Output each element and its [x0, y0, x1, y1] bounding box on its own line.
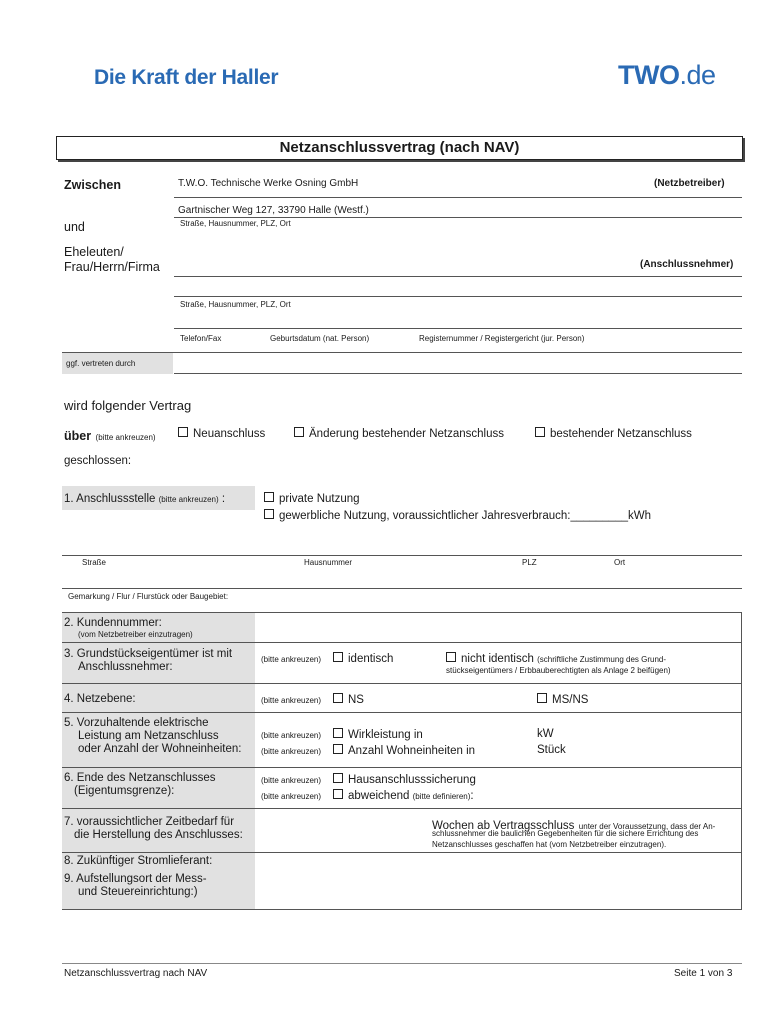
row5-label-2: Leistung am Netzanschluss [78, 730, 219, 742]
checkbox-icon[interactable] [178, 427, 188, 437]
row3-option-identisch-label: identisch [348, 653, 394, 665]
contract-intro: wird folgender Vertrag [64, 398, 192, 413]
ueber-tick-hint: (bitte ankreuzen) [95, 433, 156, 442]
customer-address-hint: Straße, Hausnummer, PLZ, Ort [180, 300, 291, 309]
row-line-8-top [62, 852, 742, 853]
checkbox-icon[interactable] [333, 693, 343, 703]
rows-right-border [741, 612, 742, 910]
brand-logo [618, 60, 716, 91]
checkbox-icon[interactable] [264, 509, 274, 519]
row8-label: 8. Zukünftiger Stromlieferant: [64, 855, 213, 867]
row-line-3-top [62, 642, 742, 643]
row7-label-1: 7. voraussichtlicher Zeitbedarf für [64, 816, 235, 828]
option-neuanschluss[interactable] [178, 427, 265, 440]
row3-label-2: Anschlussnehmer: [78, 661, 173, 673]
checkbox-icon[interactable] [264, 492, 274, 502]
footer-page-number: Seite 1 von 3 [674, 968, 733, 979]
row3-option-identisch[interactable] [333, 652, 393, 665]
footer-rule [62, 963, 742, 964]
row5-option-wohneinheiten-label: Anzahl Wohneinheiten in [348, 745, 476, 757]
birthdate-hint: Geburtsdatum (nat. Person) [270, 334, 370, 343]
ueber-label: über [64, 429, 92, 443]
row6-option-abweichend-colon: : [470, 790, 474, 802]
checkbox-icon[interactable] [446, 652, 456, 662]
row5-option-wirkleistung-label: Wirkleistung in [348, 729, 423, 741]
row3-note-2: stückseigentümers / Erbbauberechtigten als Anlage 2 beifügen) [446, 666, 671, 675]
row5-unit-kw: kW [537, 728, 554, 740]
customer-label-2: Frau/Herrn/Firma [64, 260, 160, 274]
ort-hint: Ort [614, 558, 626, 567]
operator-address-hint: Straße, Hausnummer, PLZ, Ort [180, 219, 291, 228]
checkbox-icon[interactable] [333, 744, 343, 754]
row7-note-3: Netzanschlusses geschaffen hat (vom Netzbetreiber einzutragen). [432, 840, 667, 849]
option-aenderung-label: Änderung bestehender Netzanschluss [309, 428, 504, 440]
row7-note-1: unter der Voraussetzung, dass der An- [578, 822, 716, 831]
row5-unit-stueck: Stück [537, 744, 566, 756]
row6-label-2: (Eigentumsgrenze): [74, 785, 175, 797]
brand-slogan: Die Kraft der Haller [94, 66, 279, 89]
customer-role: (Anschlussnehmer) [640, 259, 734, 270]
plz-hint: PLZ [522, 558, 537, 567]
row3-label-1: 3. Grundstückseigentümer ist mit [64, 648, 233, 660]
checkbox-icon[interactable] [333, 728, 343, 738]
checkbox-icon[interactable] [333, 789, 343, 799]
row-line-4-top [62, 683, 742, 684]
row5-label-3: oder Anzahl der Wohneinheiten: [78, 743, 242, 755]
row-line-7-top [62, 808, 742, 809]
represented-label: ggf. vertreten durch [66, 359, 136, 368]
row7-note-2: schlussnehmer die baulichen Gegebenheiten für die sichere Errichtung des [432, 829, 699, 838]
hausnummer-hint: Hausnummer [304, 558, 353, 567]
row6-tick-hint-1: (bitte ankreuzen) [261, 776, 322, 785]
geschlossen-label: geschlossen: [64, 455, 132, 467]
phone-hint: Telefon/Fax [180, 334, 222, 343]
row4-tick-hint: (bitte ankreuzen) [261, 696, 322, 705]
row4-label: 4. Netzebene: [64, 693, 136, 705]
row6-option-abweichend-note: (bitte definieren) [412, 792, 471, 801]
represented-field-line[interactable] [174, 373, 742, 374]
row3-note-1: (schriftliche Zustimmung des Grund- [537, 655, 667, 664]
customer-address-line[interactable] [174, 296, 742, 297]
zwischen-label: Zwischen [64, 178, 121, 192]
brand-logo-main: TWO [618, 60, 680, 90]
row6-tick-hint-2: (bitte ankreuzen) [261, 792, 322, 801]
section1-label [64, 493, 225, 505]
row4-option-msns-label: MS/NS [552, 694, 589, 706]
strasse-hint: Straße [82, 558, 107, 567]
checkbox-icon[interactable] [294, 427, 304, 437]
row7-label-2: die Herstellung des Anschlusses: [74, 829, 243, 841]
row6-option-abweichend-label: abweichend [348, 790, 410, 802]
option-private-use[interactable] [264, 492, 360, 505]
document-title: Netzanschlussvertrag (nach NAV) [56, 136, 743, 160]
row3-tick-hint: (bitte ankreuzen) [261, 655, 322, 664]
row7-main: Wochen ab Vertragsschluss [432, 820, 575, 832]
option-neuanschluss-label: Neuanschluss [193, 428, 266, 440]
option-commercial-use-label: gewerbliche Nutzung, voraussichtlicher Jahresverbrauch:_________kWh [279, 510, 652, 522]
section1-tick-hint: (bitte ankreuzen) [158, 495, 219, 504]
section1-title: 1. Anschlussstelle [64, 493, 156, 505]
row3-option-nicht-identisch-label: nicht identisch [461, 653, 534, 665]
option-bestehend[interactable] [535, 427, 692, 440]
section1-colon: : [221, 493, 226, 505]
row3-option-nicht-identisch[interactable] [446, 652, 666, 665]
register-hint: Registernummer / Registergericht (jur. Person) [419, 334, 585, 343]
represented-top-line [62, 352, 742, 353]
operator-address-line [174, 217, 742, 218]
operator-address: Gartnischer Weg 127, 33790 Halle (Westf.) [178, 205, 369, 216]
option-aenderung[interactable] [294, 427, 504, 440]
row6-option-hausanschluss-label: Hausanschlusssicherung [348, 774, 476, 786]
row2-sub: (vom Netzbetreiber einzutragen) [78, 630, 193, 639]
row5-option-wohneinheiten[interactable] [333, 744, 475, 757]
row4-option-ns-label: NS [348, 694, 364, 706]
operator-name: T.W.O. Technische Werke Osning GmbH [178, 178, 359, 189]
und-label: und [64, 220, 85, 234]
row9-label-1: 9. Aufstellungsort der Mess- [64, 873, 207, 885]
customer-label-1: Eheleuten/ [64, 245, 124, 259]
address-fields-line[interactable] [62, 555, 742, 556]
option-bestehend-label: bestehender Netzanschluss [550, 428, 692, 440]
row9-label-2: und Steuereinrichtung:) [78, 886, 198, 898]
checkbox-icon[interactable] [537, 693, 547, 703]
customer-name-line[interactable] [174, 276, 742, 277]
row4-option-msns[interactable] [537, 693, 588, 706]
option-commercial-use[interactable] [264, 509, 651, 522]
row4-option-ns[interactable] [333, 693, 364, 706]
row-line-5-top [62, 712, 742, 713]
contract-type-row [64, 427, 156, 445]
option-private-use-label: private Nutzung [279, 493, 360, 505]
row6-option-hausanschluss[interactable] [333, 773, 476, 786]
brand-logo-suffix: .de [679, 60, 716, 90]
checkbox-icon[interactable] [535, 427, 545, 437]
operator-role: (Netzbetreiber) [654, 178, 725, 189]
row5-label-1: 5. Vorzuhaltende elektrische [64, 717, 209, 729]
row2-label: 2. Kundennummer: [64, 617, 162, 629]
row5-tick-hint-1: (bitte ankreuzen) [261, 731, 322, 740]
row-line-bottom [62, 909, 742, 910]
checkbox-icon[interactable] [333, 652, 343, 662]
row6-option-abweichend[interactable] [333, 789, 474, 802]
customer-phone-line[interactable] [174, 328, 742, 329]
row5-option-wirkleistung[interactable] [333, 728, 423, 741]
row5-tick-hint-2: (bitte ankreuzen) [261, 747, 322, 756]
operator-name-line [174, 197, 742, 198]
gemarkung-hint: Gemarkung / Flur / Flurstück oder Baugebiet: [68, 592, 229, 601]
row-line-2-top [62, 612, 742, 613]
row-line-6-top [62, 767, 742, 768]
footer-left: Netzanschlussvertrag nach NAV [64, 968, 208, 979]
row6-label-1: 6. Ende des Netzanschlusses [64, 772, 216, 784]
gemarkung-line[interactable] [62, 588, 742, 589]
checkbox-icon[interactable] [333, 773, 343, 783]
